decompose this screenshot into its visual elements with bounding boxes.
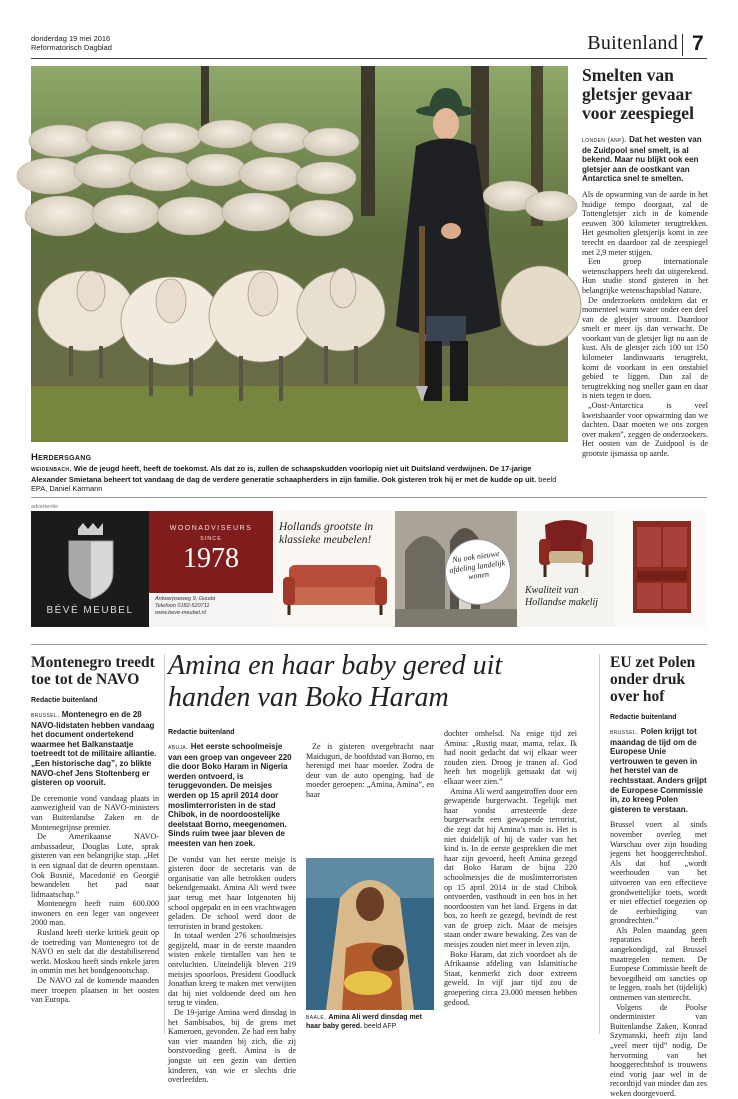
poland-paragraph: Volgens de Poolse onderminister van Buitenlandse Zaken, Konrad Szymanski, heeft zijn land „veel meer tijd” nodig. De hervorming van het hooggerechtshof is trouwens eind vorig jaar wel in de recordtijd van minder dan zes weken doorgevoerd. — [610, 1002, 707, 1098]
since-label: SINCE — [200, 536, 222, 542]
poland-headline: EU zet Polen onder druk over hof — [610, 654, 696, 705]
advertisement-banner[interactable] — [31, 511, 707, 627]
new-department-badge: Nu ook nieuwe afdeling landelijk wonen — [441, 535, 516, 610]
montenegro-paragraph: De NAVO zal de komende maanden meer troepen plaatsen in het oosten van Europa. — [31, 976, 159, 1005]
poland-dateline: brussel. — [610, 729, 639, 736]
poland-paragraph: Brussel voert al sinds november overleg met Warschau over zijn houding jegens het hooggerechtshof. Als dat hof „wordt weerhouden van het uitvoeren van een effectieve grondwettelijke toets, wordt er niet effectief toegezien op de eerbiediging van grondrechten.” — [610, 820, 707, 926]
amina-photo-caption — [306, 1014, 434, 1031]
caption-credit: beeld EPA, Daniel Karmann — [31, 474, 557, 494]
website-line[interactable]: www.beve-meubel.nl — [155, 610, 206, 616]
woonadviseurs-label: WOONADVISEURS — [169, 525, 253, 532]
amina-headline: Amina en haar baby gered uit handen van Boko Haram — [168, 650, 503, 713]
amina-column-3 — [444, 729, 577, 1007]
address-line: Antwerpseweg 9, Gouda — [155, 596, 216, 602]
photo-caption — [31, 464, 568, 494]
section-title: Buitenland — [587, 32, 678, 54]
newspaper-name: Reformatorisch Dagblad — [31, 43, 112, 52]
montenegro-article — [31, 654, 159, 1005]
hall-tile — [395, 511, 517, 627]
glacier-dateline: londen (anp). — [582, 137, 627, 144]
glacier-paragraph: De onderzoekers ontdekten dat er momenteel warm water onder een deel van de gletsjer stroomt. Daardoor smelt er meer ijs dan verwacht. De voorkant van de gletsjer ligt nu aan de kust. Als de gletsjer zich 100 tot 150 kilometer landinwaarts terugtrekt, komt de voorkant in een onstabiel gebied te liggen. Dan zal de terugtrekking nog sneller gaan en daar is niets tegen te doen. — [582, 295, 708, 401]
issue-date: donderdag 19 mei 2016 — [31, 34, 111, 43]
amina-paragraph: In totaal werden 276 schoolmeisjes gegijzeld, maar in de eerste maanden wisten enkele tientallen van hen te ontvluchten. Uiteindelijk bleven 219 meisjes spoorloos. President Goodluck Jonathan kreeg te maken met verwijten dat hij niet voldoende deed om hen terug te vinden. — [168, 931, 296, 1008]
cabinet-tile — [615, 511, 707, 627]
amina-byline: Redactie buitenland — [168, 729, 235, 736]
amina-dateline: abuja. — [168, 744, 189, 751]
montenegro-paragraph: Montenegro heeft ruim 600.000 inwoners en een leger van ongeveer 2000 man. — [31, 899, 159, 928]
address-block — [149, 593, 273, 627]
brand-name: BÉVÉ MEUBEL — [46, 605, 134, 616]
column-divider — [164, 654, 165, 1034]
amina-photo — [306, 858, 434, 1010]
glacier-paragraph: Als de opwarming van de aarde in het huidige tempo doorgaat, zal de Tottengletsjer zich in de komende eeuwen 300 kilometer terugtrekken. Het gesmolten gletsjerijs komt in zee terecht en daardoor zal de zeespiegel met 2,9 meter stijgen. — [582, 189, 708, 257]
amina-paragraph: De vondst van het eerste meisje is gisteren door de secretaris van de organisatie van alle betrokken ouders bekendgemaakt. Amina Ali werd twee jaar terug met haar lotgenoten bij school opgepakt en in een vrachtwagen geladen. De school werd door de terroristen in brand gestoken. — [168, 854, 296, 931]
poland-byline: Redactie buitenland — [610, 714, 677, 721]
chair-tile — [517, 511, 615, 627]
amina-paragraph: Boko Haram, dat zich voordoet als de Afrikaanse afdeling van Islamitische Staat, kenmerkt zich door extreem geweld. In vijf jaar tijd zou de groepering circa 23.000 mensen hebben gedood. — [444, 949, 577, 1007]
since-year: 1978 — [183, 543, 239, 574]
glacier-article — [582, 66, 708, 459]
caption-text: Wie de jeugd heeft, heeft de toekomst. Als dat zo is, zullen de schaapskudden voorlopig niet uit Duitsland verdwijnen. De 17-jarige Alexander Smietana beheert tot vandaag de dag de verdere generatie schaapherders in zijn familie. Ook gisteren trok hij er met de kudde op uit. — [31, 464, 537, 484]
amina-column-1 — [168, 742, 296, 1085]
ad-top-rule — [31, 497, 707, 498]
advert-label: advertentie — [31, 504, 59, 510]
amina-column-2 — [306, 742, 434, 800]
since-tile — [149, 511, 273, 627]
montenegro-paragraph: De ceremonie vond vandaag plaats in aanwezigheid van de NAVO-ministers van Buitenlandse Zaken en de Montenegrijnse premier. — [31, 793, 159, 832]
amina-paragraph: Amina Ali werd aangetroffen door een gewapende burgerwacht. Tegelijk met haar vondst arresteerde deze burgerwacht een gewapende terrorist, die zegt dat hij Amina’s man is. Het is niet duidelijk of hij de vader van het kind is. In de eerste gesprekken die met haar zijn gevoerd, heeft Amina gezegd dat Boko Haram de bijna 220 schoolmeisjes die de moslimterroristen op 15 april 2014 in de stad Chibok ontvoerden, vasthoudt in een bos in het noordoosten van het land. Ergens in dat bos, zo heeft ze gezegd, bevindt de rest van de groep zich. Maar de meisjes staan onder zware bewaking. Zes van de meisjes zouden niet meer in leven zijn. — [444, 786, 577, 950]
masthead-rule — [31, 58, 707, 59]
montenegro-dateline: brussel. — [31, 712, 60, 719]
poland-article — [610, 654, 707, 1099]
montenegro-body — [31, 710, 159, 1005]
glacier-lead: Dat het westen van de Zuidpool snel smelt, is al bekend. Maar nu blijkt ook een gletsjer aan de oostkant van Antarctica snel te smelten. — [582, 135, 702, 184]
masthead-date-block — [31, 34, 112, 52]
shepherd-photo — [31, 66, 568, 442]
mother-and-baby-illustration — [306, 858, 434, 1010]
column-divider — [599, 654, 600, 1034]
poland-paragraph: Als Polen maandag geen reparaties heeft aangekondigd, zal Brussel maatregelen nemen. De Europese Commissie heeft de bevoegdheid om sancties op te leggen, zoals het (tijdelijk) ontnemen van stemrecht. — [610, 925, 707, 1003]
glacier-headline: Smelten van gletsjer gevaar voor zeespiegel — [582, 65, 694, 123]
slogan: Hollands grootste in klassieke meubelen! — [279, 521, 374, 546]
ad-bottom-rule — [31, 644, 707, 645]
amina-paragraph: Ze is gisteren overgebracht naar Maiduguri, de hoofdstad van Borno, en herenigd met haar moeder. Zodra de deur van de auto openging, had de moeder geroepen: „Amina, Amina”, en haar — [306, 742, 434, 799]
glacier-body — [582, 135, 708, 459]
sofa-tile — [273, 511, 395, 627]
poland-lead: Polen krijgt tot maandag de tijd om de Europese Unie vertrouwen te geven in het herstel van de rechtsstaat. Anders grijpt de Europese Commissie in, zo kreeg Polen gisteren te verstaan. — [610, 727, 707, 814]
poland-body — [610, 727, 707, 1099]
photo-caption-title: Herdersgang — [31, 452, 92, 463]
quality-slogan: Kwaliteit van Hollandse makelij — [525, 585, 599, 608]
cabinet-icon — [631, 521, 693, 617]
caption-place: weidenbach. — [31, 466, 72, 473]
montenegro-paragraph: Rusland heeft sterke kritiek geuit op de toetreding van Montenegro tot de NAVO en stelt dat die destabiliserend werkt. Moskou heeft sinds enkele jaren in ommin met het bondgenootschap. — [31, 928, 159, 976]
glacier-paragraph: „Oost-Antarctica is veel kwetsbaarder voor opwarming dan we dachten. Daar moeten we ons zorgen over maken”, zeggen de onderzoekers. Het oosten van de Zuidpool is de grootste ijsmassa op aarde. — [582, 401, 708, 458]
amina-lead: Het eerste schoolmeisje van een groep van ongeveer 220 die door Boko Haram in Nigeria werden ontvoerd, is teruggevonden. De meisjes werden op 15 april 2014 door moslimterroristen in de stad Chibok, in de noordoostelijke deelstaat Borno, meegenomen. Sinds ruim twee jaar bleven de meesten van hen zoek. — [168, 742, 292, 848]
montenegro-paragraph: De Amerikaanse NAVO-ambassadeur, Douglas Lute, sprak gisteren van een belangrijke stap. „Het is een signaal dat de deuren openstaan. Ook Bosnië, Macedonië en Georgië bewandelen het pad naar lidmaatschap.” — [31, 832, 159, 899]
amina-photo-place: baale. — [306, 1014, 327, 1021]
montenegro-lead: Montenegro en de 28 NAVO-lidstaten hebben vandaag het document ondertekend waarmee het Balkanstaatje toetreedt tot de militaire alliantie. „Een historische dag”, zo blikte NAVO-chef Jens Stoltenberg er gisteren op vooruit. — [31, 710, 157, 788]
brand-tile — [31, 511, 149, 627]
shepherd-illustration — [31, 66, 568, 442]
amina-paragraph: dochter omhelsd. Na enige tijd zei Amina: „Rustig maar, mama, relax. Ik had nooit gedacht dat wij elkaar weer zouden zien. Droog je tranen af. God heeft het mogelijk gemaakt dat wij elkaar weer zien.” — [444, 729, 577, 786]
glacier-paragraph: Een groep internationale wetenschappers heeft dat uitgerekend. Hun studie stond gisteren in het belangrijke wetenschapsblad Nature. — [582, 257, 708, 295]
page-number: 7 — [692, 32, 704, 55]
phone-line: Telefoon 0182-520711 — [155, 603, 210, 609]
amina-photo-caption-text: Amina Ali werd dinsdag met haar baby gered. — [306, 1014, 422, 1030]
montenegro-headline: Montenegro treedt toe tot de NAVO — [31, 654, 155, 688]
amina-paragraph: De 19-jarige Amina werd dinsdag in het Sambisabos, bij de grens met Kameroen, gevonden. Ze had een baby van vier maanden bij zich, die zij borstvoeding geeft. Amina is de jongste uit een gezin van dertien kinderen, van wie er slechts drie overleefden. — [168, 1008, 296, 1085]
armchair-icon — [535, 517, 597, 579]
montenegro-byline: Redactie buitenland — [31, 697, 98, 704]
amina-photo-credit: beeld AFP — [363, 1022, 397, 1030]
sofa-icon — [283, 559, 387, 617]
masthead-divider — [682, 34, 683, 56]
